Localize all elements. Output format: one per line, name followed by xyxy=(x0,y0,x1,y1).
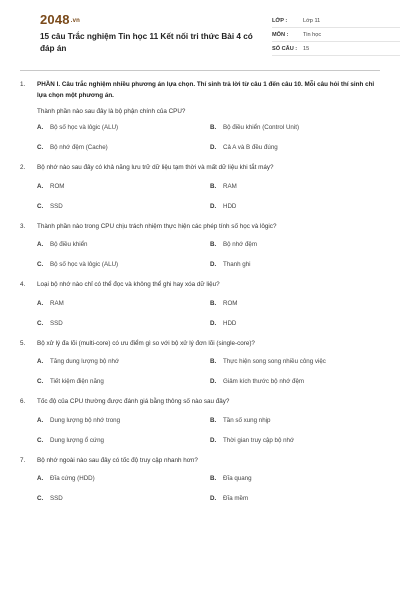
option-text: Đĩa quang xyxy=(223,475,252,482)
question-item xyxy=(20,222,380,269)
option-letter: C. xyxy=(37,261,44,268)
question-number: 4. xyxy=(20,281,26,288)
meta-value: Lớp 11 xyxy=(303,17,321,24)
question-text: Tốc độ của CPU thường được đánh giá bằng thông số nào sau đây? xyxy=(37,398,230,405)
answer-option[interactable] xyxy=(210,261,380,268)
option-text: Bộ nhớ đệm (Cache) xyxy=(50,144,108,151)
question-text: Loại bộ nhớ nào chỉ có thể đọc và không thể ghi hay xóa dữ liệu? xyxy=(37,281,220,288)
answer-option[interactable] xyxy=(210,183,380,190)
option-letter: A. xyxy=(37,299,44,307)
answer-option[interactable] xyxy=(37,378,210,385)
option-text: Tần số xung nhịp xyxy=(223,416,271,424)
option-letter: C. xyxy=(37,495,44,502)
option-text: HDD xyxy=(223,319,237,327)
answer-option[interactable] xyxy=(210,203,380,210)
answer-options xyxy=(37,241,380,268)
answer-option[interactable] xyxy=(210,144,380,151)
site-logo[interactable] xyxy=(40,12,80,27)
option-text: ROM xyxy=(50,182,65,190)
option-letter: B. xyxy=(210,475,217,482)
option-letter: A. xyxy=(37,124,44,131)
option-text: Dung lượng bộ nhớ trong xyxy=(50,416,121,424)
option-text: Thực hiện song song nhiều công việc xyxy=(223,358,326,365)
question-text: Thành phần nào sau đây là bộ phận chính của CPU? xyxy=(37,108,186,115)
meta-label: MÔN : xyxy=(272,31,289,38)
option-text: Bộ số học và lôgic (ALU) xyxy=(50,124,119,131)
option-letter: D. xyxy=(210,319,217,327)
answer-option[interactable] xyxy=(37,241,210,248)
answer-option[interactable] xyxy=(210,417,380,424)
answer-option[interactable] xyxy=(210,475,380,482)
logo-text: 2048 xyxy=(40,12,70,27)
answer-option[interactable] xyxy=(210,300,380,307)
option-letter: B. xyxy=(210,124,217,131)
answer-option[interactable] xyxy=(210,241,380,248)
option-text: Giảm kích thước bộ nhớ đệm xyxy=(223,378,305,385)
option-letter: C. xyxy=(37,202,44,210)
answer-option[interactable] xyxy=(37,320,210,327)
question-number: 5. xyxy=(20,339,26,347)
question-number: 2. xyxy=(20,164,26,171)
answer-options xyxy=(37,300,380,327)
option-letter: A. xyxy=(37,416,44,424)
option-text: Cả A và B đều đúng xyxy=(223,144,278,151)
answer-option[interactable] xyxy=(37,124,210,131)
option-text: Đĩa mềm xyxy=(223,495,249,502)
answer-option[interactable] xyxy=(210,378,380,385)
question-item xyxy=(20,280,380,327)
option-text: SSD xyxy=(50,202,63,210)
answer-options xyxy=(37,417,380,444)
document-title: 15 câu Trắc nghiệm Tin học 11 Kết nối tri thức Bài 4 có đáp án xyxy=(40,32,253,53)
question-number: 1. xyxy=(20,81,26,88)
meta-row-class xyxy=(272,14,400,28)
question-item xyxy=(20,80,380,151)
option-text: RAM xyxy=(50,299,64,307)
answer-option[interactable] xyxy=(37,437,210,444)
option-letter: A. xyxy=(37,358,44,365)
answer-option[interactable] xyxy=(37,475,210,482)
option-letter: D. xyxy=(210,202,217,210)
option-text: ROM xyxy=(223,299,238,307)
answer-option[interactable] xyxy=(210,437,380,444)
question-number: 7. xyxy=(20,456,26,464)
option-letter: B. xyxy=(210,182,217,190)
option-letter: C. xyxy=(37,144,44,151)
question-item xyxy=(20,456,380,503)
section-heading: PHẦN I. Câu trắc nghiệm nhiều phương án lựa chọn. Thí sinh trả lời từ câu 1 đến câu 10. Mỗi câu hỏi thí sinh chỉ lựa chọn một phương án. xyxy=(37,81,375,99)
option-letter: B. xyxy=(210,299,217,307)
question-list xyxy=(20,80,380,514)
answer-option[interactable] xyxy=(37,203,210,210)
option-text: SSD xyxy=(50,319,63,327)
option-letter: C. xyxy=(37,378,44,385)
meta-label: LỚP : xyxy=(272,17,288,24)
question-item xyxy=(20,163,380,210)
option-text: Tiết kiệm điện năng xyxy=(50,378,104,385)
logo-suffix: .vn xyxy=(70,17,81,24)
option-text: Bộ số học và lôgic (ALU) xyxy=(50,261,119,268)
answer-option[interactable] xyxy=(210,124,380,131)
meta-row-subject xyxy=(272,28,400,42)
question-number: 3. xyxy=(20,222,26,230)
answer-options xyxy=(37,475,380,502)
option-text: Thời gian truy cập bộ nhớ xyxy=(223,436,295,444)
question-text: Bộ nhớ nào sau đây có khả năng lưu trữ dữ liệu tạm thời và mất dữ liệu khi tắt máy? xyxy=(37,164,274,171)
header-divider xyxy=(20,70,380,71)
option-letter: B. xyxy=(210,241,217,248)
option-letter: D. xyxy=(210,495,217,502)
meta-info-table xyxy=(272,14,400,56)
option-text: Bộ điều khiển (Control Unit) xyxy=(223,124,300,131)
option-text: Bộ nhớ đệm xyxy=(223,241,257,248)
option-text: Dung lượng ổ cứng xyxy=(50,436,104,444)
meta-value: Tin học xyxy=(303,31,322,38)
meta-row-count xyxy=(272,42,400,56)
option-letter: A. xyxy=(37,475,44,482)
option-text: HDD xyxy=(223,202,237,210)
answer-option[interactable] xyxy=(37,144,210,151)
answer-option[interactable] xyxy=(37,417,210,424)
option-letter: B. xyxy=(210,358,217,365)
option-letter: D. xyxy=(210,436,217,444)
option-text: Đĩa cứng (HDD) xyxy=(50,475,95,482)
answer-option[interactable] xyxy=(37,183,210,190)
option-letter: D. xyxy=(210,144,217,151)
question-text: Bộ xử lý đa lõi (multi-core) có ưu điểm gì so với bộ xử lý đơn lõi (single-core)? xyxy=(37,339,255,347)
answer-option[interactable] xyxy=(37,261,210,268)
question-item xyxy=(20,339,380,386)
document-header xyxy=(20,0,380,66)
answer-option[interactable] xyxy=(210,358,380,365)
meta-label: SỐ CÂU : xyxy=(272,45,298,52)
question-number: 6. xyxy=(20,398,26,405)
question-item xyxy=(20,397,380,444)
option-text: Bộ điều khiển xyxy=(50,241,88,248)
option-text: Thanh ghi xyxy=(223,261,251,268)
option-letter: B. xyxy=(210,416,217,424)
option-text: Tăng dung lượng bộ nhớ xyxy=(50,358,120,365)
answer-option[interactable] xyxy=(210,320,380,327)
option-letter: C. xyxy=(37,436,44,444)
answer-option[interactable] xyxy=(37,495,210,502)
option-letter: D. xyxy=(210,378,217,385)
meta-value: 15 xyxy=(303,45,310,52)
option-text: RAM xyxy=(223,182,237,190)
answer-option[interactable] xyxy=(37,300,210,307)
option-letter: D. xyxy=(210,261,217,268)
question-text: Bộ nhớ ngoài nào sau đây có tốc độ truy cập nhanh hơn? xyxy=(37,456,198,464)
answer-options xyxy=(37,124,380,151)
answer-option[interactable] xyxy=(37,358,210,365)
option-letter: A. xyxy=(37,182,44,190)
option-text: SSD xyxy=(50,495,63,502)
question-text: Thành phần nào trong CPU chịu trách nhiệm thực hiện các phép tính số học và lôgic? xyxy=(37,222,277,230)
option-letter: A. xyxy=(37,241,44,248)
answer-options xyxy=(37,183,380,210)
answer-option[interactable] xyxy=(210,495,380,502)
option-letter: C. xyxy=(37,319,44,327)
answer-options xyxy=(37,358,380,385)
